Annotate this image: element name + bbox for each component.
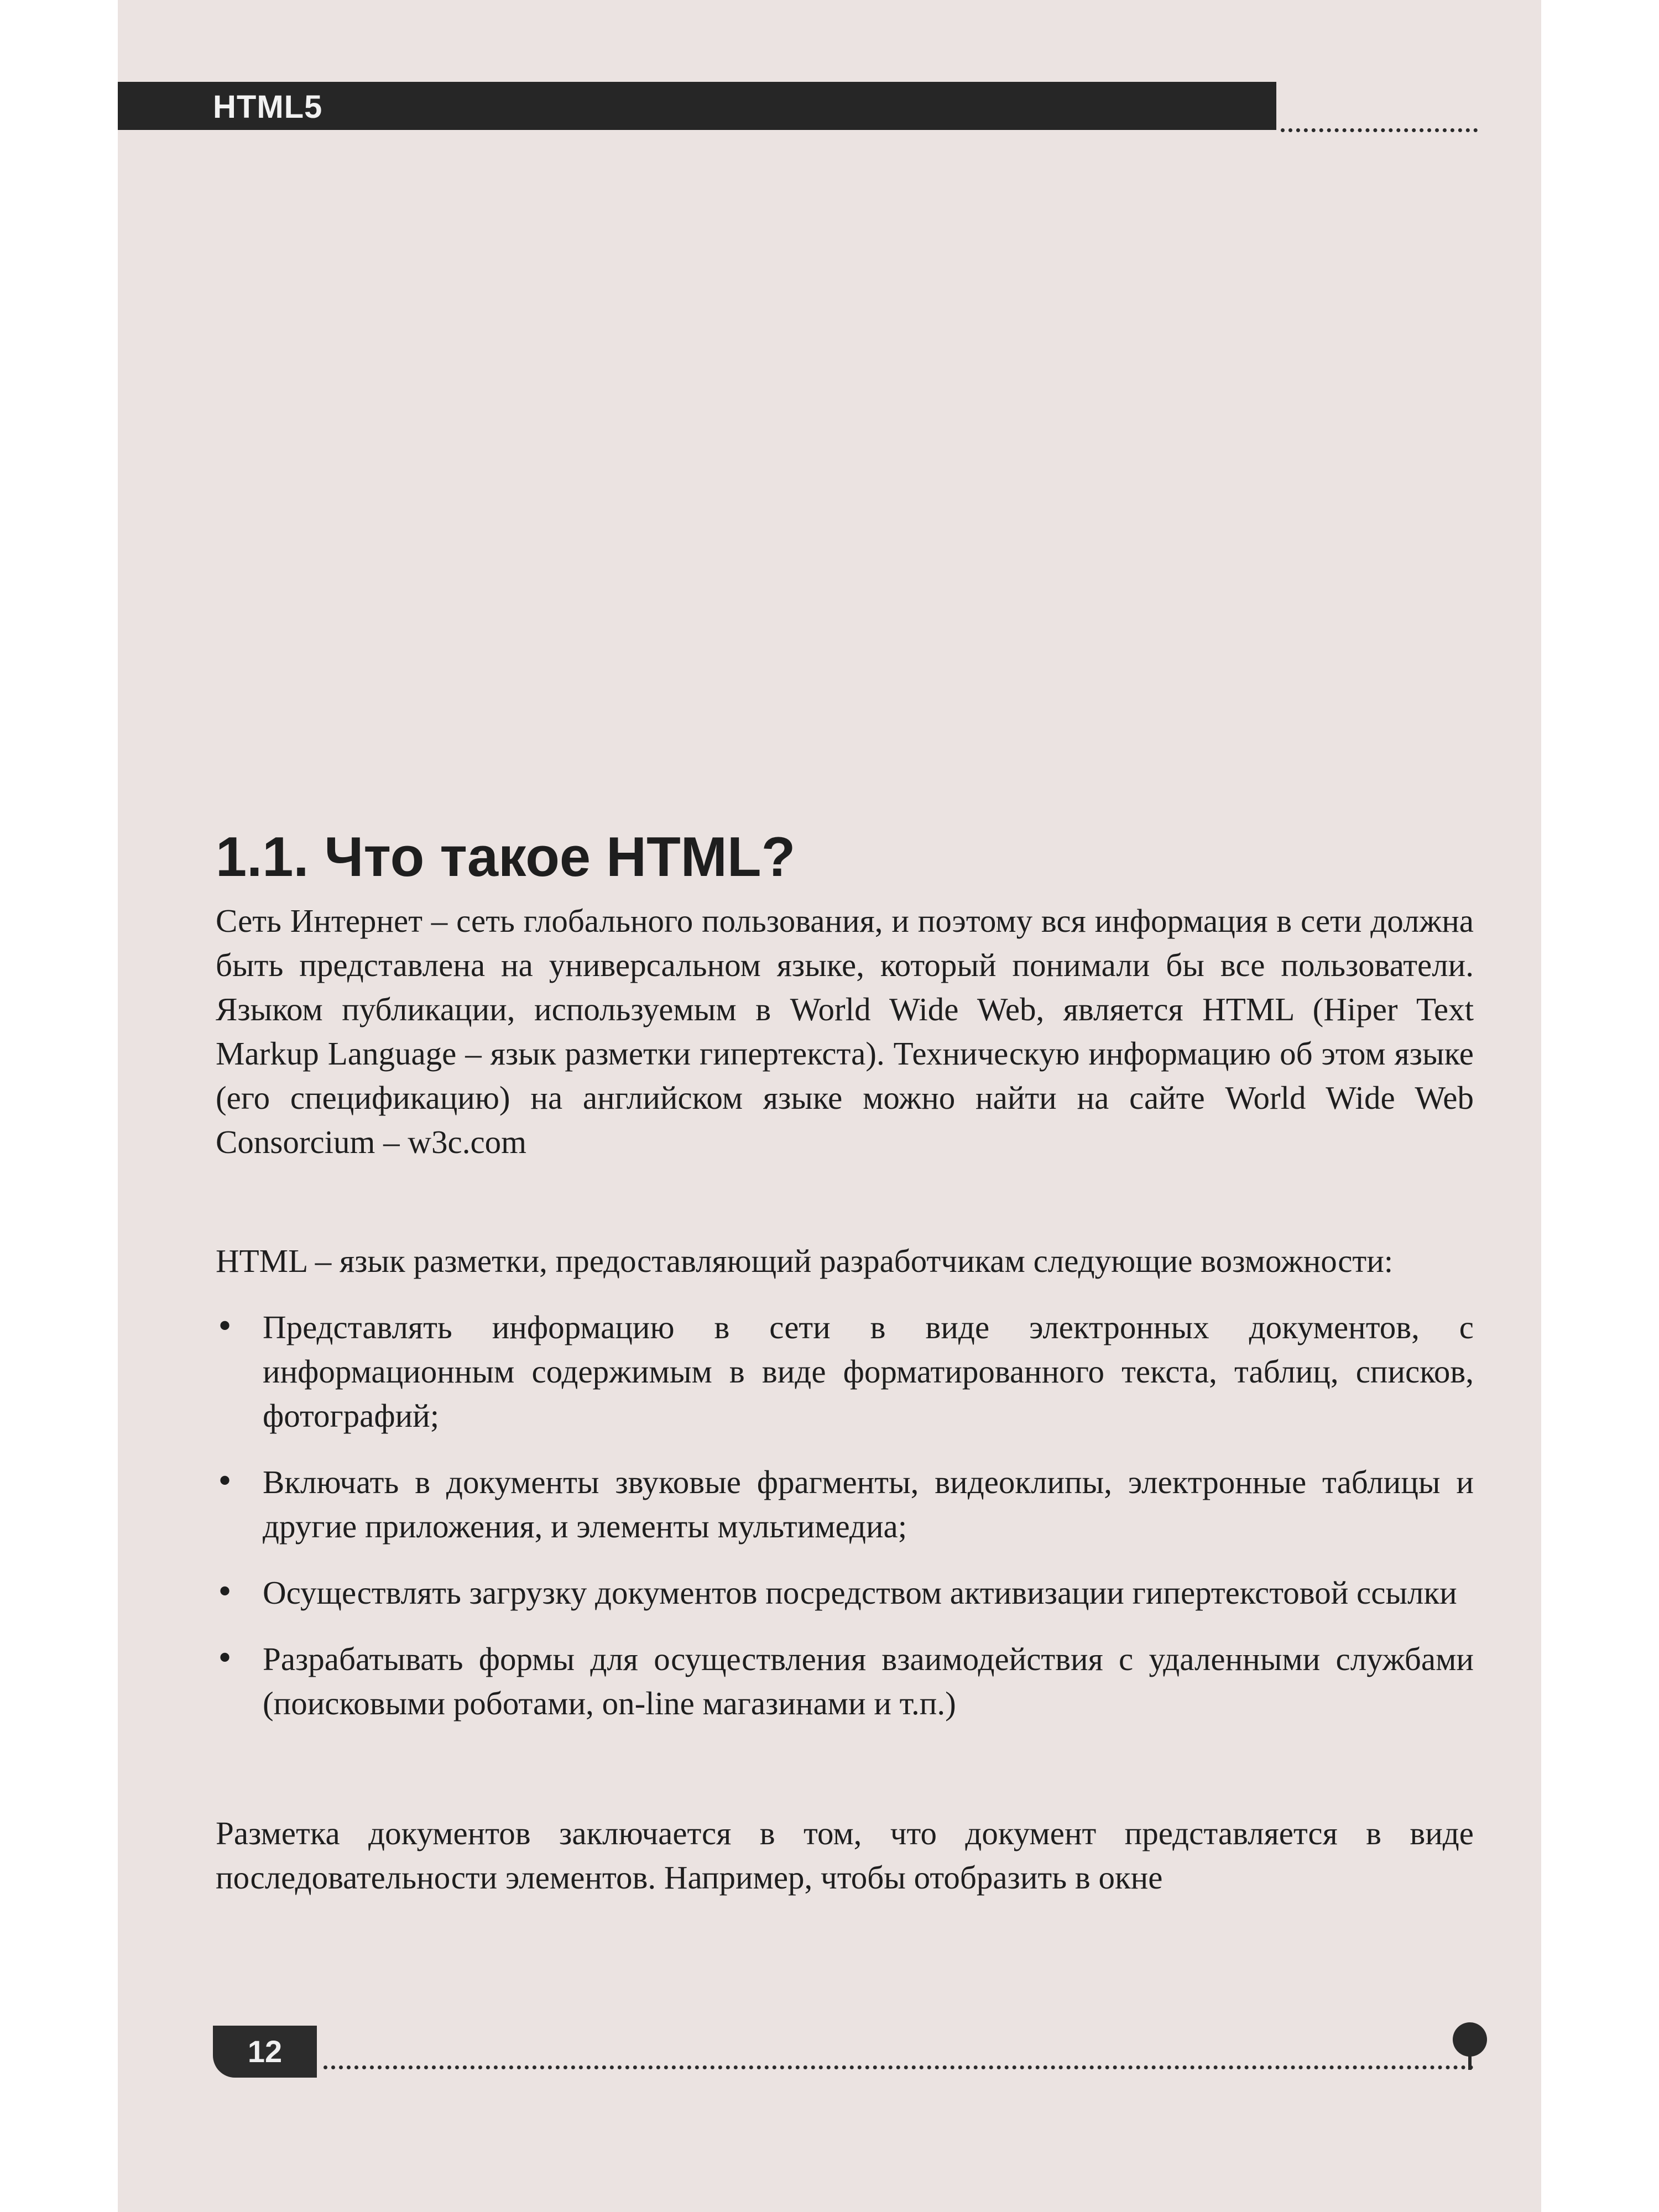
paragraph-html-capabilities: HTML – язык разметки, предоставляющий разработчикам следующие возможности:	[216, 1243, 1394, 1279]
header-dotted-rule	[1281, 128, 1478, 132]
list-item-text: Включать в документы звуковые фрагменты, видеоклипы, электронные таблицы и другие приложения, и элементы мультимедиа;	[263, 1464, 1474, 1545]
bullet-icon: •	[216, 1309, 234, 1345]
bullet-icon: •	[216, 1641, 234, 1677]
running-header-title: HTML5	[213, 89, 323, 125]
paragraph-markup: Разметка документов заключается в том, что документ представляется в виде последовательности элементов. Например, чтобы отобразить в окне	[216, 1815, 1474, 1896]
footer-dotted-rule	[324, 2065, 1474, 2069]
bullet-icon: •	[216, 1464, 234, 1500]
list-item	[216, 1637, 1474, 1725]
list-item-text: Представлять информацию в сети в виде электронных документов, с информационным содержимым в виде форматированного текста, таблиц, списков, фотографий;	[263, 1309, 1474, 1434]
capabilities-list	[216, 1305, 1474, 1725]
list-item	[216, 1305, 1474, 1438]
page-number: 12	[247, 2034, 283, 2069]
footer-dot-stem	[1468, 2054, 1472, 2070]
footer-dot-icon	[1453, 2022, 1487, 2057]
page-body	[216, 899, 1474, 1900]
section-heading: 1.1. Что такое HTML?	[216, 826, 796, 888]
list-item-text: Разрабатывать формы для осуществления взаимодействия с удаленными службами (поисковыми роботами, on-line магазинами и т.п.)	[263, 1641, 1474, 1721]
paragraph-intro: Сеть Интернет – сеть глобального пользования, и поэтому вся информация в сети должна быть представлена на универсальном языке, который понимали бы все пользователи. Языком публикации, используемым в World Wide Web, является HTML (Hiper Text Markup Language – язык разметки гипертекста). Техническую информацию об этом языке (его спецификацию) на английском языке можно найти на сайте World Wide Web Consorcium – w3c.com	[216, 902, 1474, 1160]
list-item	[216, 1460, 1474, 1548]
bullet-icon: •	[216, 1574, 234, 1610]
list-item-text: Осуществлять загрузку документов посредством активизации гипертекстовой ссылки	[263, 1574, 1457, 1611]
list-item	[216, 1571, 1474, 1615]
